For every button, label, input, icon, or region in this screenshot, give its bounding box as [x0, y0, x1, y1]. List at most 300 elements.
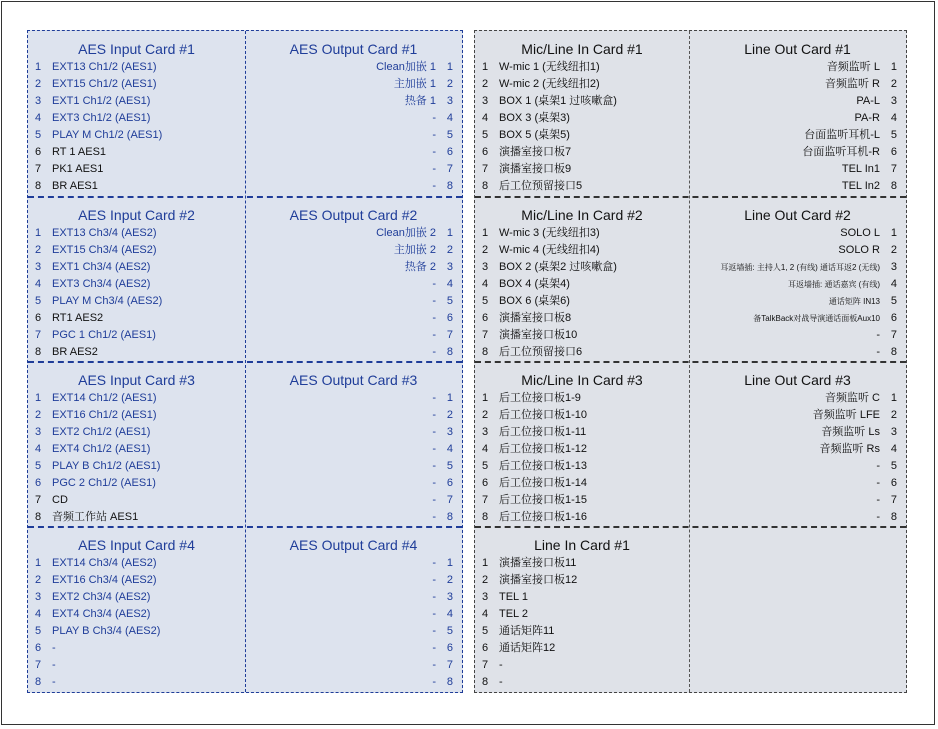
- channel-row: [475, 110, 689, 127]
- channel-row: [689, 407, 906, 424]
- channel-number: 8: [890, 180, 897, 192]
- channel-number: 2: [446, 409, 453, 421]
- channel-row: [28, 242, 245, 259]
- channel-row: [689, 259, 906, 276]
- channel-label: EXT16 Ch1/2 (AES1): [52, 409, 157, 421]
- channel-row: [245, 144, 462, 161]
- channel-row: [28, 178, 245, 195]
- card-title: AES Input Card #4: [78, 537, 195, 553]
- channel-number: 3: [890, 426, 897, 438]
- channel-row: [475, 59, 689, 76]
- channel-number: 4: [446, 278, 453, 290]
- channel-label: 主加嵌 1: [393, 78, 436, 90]
- channel-number: 3: [482, 426, 489, 438]
- channel-number: 3: [446, 426, 453, 438]
- channel-row: [475, 390, 689, 407]
- aes-output-card-4-card: [245, 527, 462, 693]
- channel-number: 7: [482, 659, 489, 671]
- channel-number: 4: [890, 112, 897, 124]
- channel-label: 耳返墙插: 主持人1, 2 (有线) 通话耳返2 (无线): [720, 263, 880, 272]
- channel-number: 3: [890, 261, 897, 273]
- channel-number: 1: [482, 557, 489, 569]
- channel-number: 7: [35, 659, 42, 671]
- channel-row: [689, 93, 906, 110]
- channel-row: [689, 293, 906, 310]
- channel-row: [28, 572, 245, 589]
- channel-row: [475, 225, 689, 242]
- channel-row: [689, 327, 906, 344]
- channel-label: -: [432, 146, 436, 158]
- channel-row: [28, 293, 245, 310]
- channel-label: 演播室接口板9: [499, 163, 572, 175]
- channel-label: 台面监听耳机-L: [804, 129, 880, 141]
- channel-list: [28, 555, 245, 691]
- channel-number: 2: [890, 244, 897, 256]
- channel-row: [689, 242, 906, 259]
- card-title: Line In Card #1: [534, 537, 630, 553]
- channel-row: [28, 144, 245, 161]
- channel-label: -: [432, 112, 436, 124]
- channel-number: 1: [482, 392, 489, 404]
- channel-number: 2: [35, 574, 42, 586]
- channel-row: [245, 242, 462, 259]
- channel-row: [245, 161, 462, 178]
- channel-label: BR AES1: [52, 180, 98, 192]
- channel-label: -: [432, 409, 436, 421]
- channel-row: [689, 509, 906, 526]
- card-title: Mic/Line In Card #2: [521, 207, 643, 223]
- channel-number: 5: [890, 295, 897, 307]
- channel-number: 8: [35, 180, 42, 192]
- channel-number: 8: [482, 511, 489, 523]
- channel-number: 2: [35, 244, 42, 256]
- channel-row: [245, 59, 462, 76]
- channel-label: 演播室接口板12: [499, 574, 578, 586]
- channel-label: PGC 1 Ch1/2 (AES1): [52, 329, 156, 341]
- line-out-card-2-card: [689, 197, 906, 363]
- channel-label: PLAY M Ch1/2 (AES1): [52, 129, 163, 141]
- channel-number: 2: [890, 78, 897, 90]
- channel-number: 8: [446, 346, 453, 358]
- card-title: AES Output Card #4: [289, 537, 418, 553]
- channel-label: 音频监听 LFE: [812, 409, 880, 421]
- channel-number: 8: [890, 346, 897, 358]
- channel-label: 音频监听 L: [826, 61, 880, 73]
- channel-label: EXT14 Ch3/4 (AES2): [52, 557, 157, 569]
- channel-number: 2: [446, 574, 453, 586]
- channel-label: EXT1 Ch1/2 (AES1): [52, 95, 151, 107]
- channel-number: 1: [446, 392, 453, 404]
- channel-number: 3: [446, 261, 453, 273]
- channel-number: 8: [446, 180, 453, 192]
- channel-label: 热备 1: [404, 95, 436, 107]
- channel-row: [245, 492, 462, 509]
- card-title: Line Out Card #3: [744, 372, 851, 388]
- channel-number: 4: [890, 443, 897, 455]
- channel-number: 2: [890, 409, 897, 421]
- channel-row: [28, 327, 245, 344]
- card-title: Mic/Line In Card #3: [521, 372, 643, 388]
- channel-row: [475, 555, 689, 572]
- channel-label: BOX 5 (桌架5): [499, 129, 570, 141]
- channel-row: [475, 407, 689, 424]
- channel-label: 后工位接口板1-13: [499, 460, 588, 472]
- channel-label: 通话矩阵12: [499, 642, 556, 654]
- channel-row: [245, 475, 462, 492]
- channel-number: 7: [35, 163, 42, 175]
- channel-number: 7: [446, 329, 453, 341]
- channel-number: 6: [446, 146, 453, 158]
- channel-number: 5: [35, 625, 42, 637]
- card-row-1: [475, 31, 906, 197]
- channel-number: 4: [890, 278, 897, 290]
- channel-number: 7: [35, 494, 42, 506]
- channel-row: [475, 93, 689, 110]
- channel-number: 6: [35, 146, 42, 158]
- channel-row: [245, 293, 462, 310]
- channel-number: 4: [446, 112, 453, 124]
- channel-label: -: [52, 659, 56, 671]
- channel-label: -: [432, 180, 436, 192]
- channel-row: [28, 657, 245, 674]
- channel-label: BOX 4 (桌架4): [499, 278, 570, 290]
- channel-label: 音频监听 R: [825, 78, 880, 90]
- channel-label: 热备 2: [404, 261, 436, 273]
- channel-number: 6: [35, 642, 42, 654]
- channel-label: -: [432, 129, 436, 141]
- channel-number: 6: [35, 312, 42, 324]
- channel-row: [28, 407, 245, 424]
- channel-row: [245, 589, 462, 606]
- channel-label: BOX 1 (桌架1 过咳嗽盒): [499, 95, 617, 107]
- aes-output-card-2-card: [245, 197, 462, 363]
- channel-label: PA-R: [854, 112, 880, 124]
- card-row-separator: [475, 526, 906, 528]
- channel-label: -: [876, 494, 880, 506]
- channel-label: W-mic 1 (无线纽扣1): [499, 61, 600, 73]
- channel-number: 5: [446, 129, 453, 141]
- channel-number: 7: [482, 494, 489, 506]
- channel-number: 3: [482, 591, 489, 603]
- channel-number: 6: [482, 312, 489, 324]
- channel-label: -: [499, 676, 503, 688]
- channel-row: [28, 161, 245, 178]
- channel-number: 4: [482, 443, 489, 455]
- channel-number: 1: [446, 557, 453, 569]
- channel-number: 7: [890, 329, 897, 341]
- channel-number: 1: [890, 61, 897, 73]
- channel-number: 8: [890, 511, 897, 523]
- channel-label: -: [432, 625, 436, 637]
- channel-number: 3: [482, 95, 489, 107]
- analog-cards-panel: [474, 30, 907, 693]
- line-out-card-1-card: [689, 31, 906, 197]
- channel-row: [475, 310, 689, 327]
- channel-number: 8: [482, 180, 489, 192]
- channel-label: EXT4 Ch1/2 (AES1): [52, 443, 151, 455]
- channel-number: 8: [446, 676, 453, 688]
- channel-row: [28, 589, 245, 606]
- channel-label: 音频监听 Rs: [819, 443, 880, 455]
- channel-label: 后工位接口板1-16: [499, 511, 588, 523]
- channel-row: [28, 110, 245, 127]
- channel-label: TEL 1: [499, 591, 528, 603]
- channel-row: [475, 640, 689, 657]
- channel-number: 7: [890, 163, 897, 175]
- channel-number: 2: [482, 574, 489, 586]
- channel-number: 1: [35, 61, 42, 73]
- channel-row: [28, 93, 245, 110]
- card-title: AES Output Card #1: [289, 41, 418, 57]
- channel-label: 后工位接口板1-12: [499, 443, 588, 455]
- channel-label: PA-L: [856, 95, 880, 107]
- channel-label: -: [432, 278, 436, 290]
- channel-number: 5: [35, 129, 42, 141]
- channel-label: -: [432, 608, 436, 620]
- channel-row: [475, 589, 689, 606]
- channel-number: 6: [446, 642, 453, 654]
- channel-label: 后工位接口板1-15: [499, 494, 588, 506]
- channel-row: [28, 390, 245, 407]
- channel-row: [689, 344, 906, 361]
- channel-row: [28, 606, 245, 623]
- channel-label: 音频监听 Ls: [821, 426, 880, 438]
- channel-label: -: [432, 642, 436, 654]
- channel-row: [245, 310, 462, 327]
- channel-row: [689, 310, 906, 327]
- channel-label: 后工位预留接口6: [499, 346, 583, 358]
- channel-list: [475, 390, 689, 526]
- channel-number: 3: [35, 591, 42, 603]
- aes-cards-panel: [27, 30, 463, 693]
- channel-row: [475, 424, 689, 441]
- channel-number: 8: [35, 676, 42, 688]
- channel-number: 3: [35, 95, 42, 107]
- channel-row: [689, 441, 906, 458]
- card-title: AES Input Card #2: [78, 207, 195, 223]
- channel-row: [475, 344, 689, 361]
- channel-label: -: [432, 557, 436, 569]
- channel-row: [475, 475, 689, 492]
- channel-label: BOX 2 (桌架2 过咳嗽盒): [499, 261, 617, 273]
- channel-label: -: [876, 329, 880, 341]
- channel-number: 8: [482, 676, 489, 688]
- channel-label: -: [432, 443, 436, 455]
- channel-label: Clean加嵌 1: [376, 61, 436, 73]
- channel-number: 4: [35, 608, 42, 620]
- channel-row: [475, 161, 689, 178]
- channel-number: 3: [35, 426, 42, 438]
- channel-number: 5: [482, 295, 489, 307]
- card-row-3: [475, 362, 906, 528]
- channel-row: [689, 390, 906, 407]
- channel-row: [28, 127, 245, 144]
- channel-label: EXT2 Ch1/2 (AES1): [52, 426, 151, 438]
- channel-row: [28, 225, 245, 242]
- channel-row: [28, 674, 245, 691]
- channel-label: 备TalkBack对战导演通话面板Aux10: [753, 314, 880, 323]
- channel-row: [689, 110, 906, 127]
- channel-label: PLAY B Ch1/2 (AES1): [52, 460, 161, 472]
- channel-row: [245, 93, 462, 110]
- channel-row: [689, 144, 906, 161]
- channel-row: [245, 674, 462, 691]
- channel-row: [689, 475, 906, 492]
- channel-label: W-mic 2 (无线纽扣2): [499, 78, 600, 90]
- channel-row: [689, 127, 906, 144]
- channel-row: [475, 572, 689, 589]
- channel-number: 8: [446, 511, 453, 523]
- channel-row: [28, 441, 245, 458]
- channel-label: -: [432, 460, 436, 472]
- card-title: Line Out Card #2: [744, 207, 851, 223]
- channel-row: [475, 242, 689, 259]
- channel-label: EXT3 Ch3/4 (AES2): [52, 278, 151, 290]
- card-title: AES Output Card #3: [289, 372, 418, 388]
- channel-number: 1: [35, 392, 42, 404]
- channel-label: BOX 6 (桌架6): [499, 295, 570, 307]
- channel-label: -: [52, 642, 56, 654]
- channel-number: 4: [35, 112, 42, 124]
- card-row-4: [28, 527, 462, 693]
- channel-number: 1: [890, 392, 897, 404]
- channel-number: 2: [35, 78, 42, 90]
- channel-number: 4: [482, 112, 489, 124]
- channel-number: 4: [482, 278, 489, 290]
- channel-row: [245, 606, 462, 623]
- channel-label: 后工位接口板1-10: [499, 409, 588, 421]
- channel-list: [28, 390, 245, 526]
- channel-number: 3: [35, 261, 42, 273]
- channel-number: 5: [482, 625, 489, 637]
- channel-row: [28, 310, 245, 327]
- channel-label: PGC 2 Ch1/2 (AES1): [52, 477, 156, 489]
- channel-number: 1: [482, 227, 489, 239]
- channel-row: [689, 225, 906, 242]
- channel-label: PK1 AES1: [52, 163, 104, 175]
- channel-number: 2: [35, 409, 42, 421]
- channel-label: BR AES2: [52, 346, 98, 358]
- channel-row: [689, 178, 906, 195]
- channel-label: 台面监听耳机-R: [802, 146, 880, 158]
- channel-label: -: [432, 392, 436, 404]
- channel-row: [28, 458, 245, 475]
- channel-number: 6: [35, 477, 42, 489]
- channel-row: [28, 259, 245, 276]
- channel-list: [475, 59, 689, 195]
- channel-label: -: [432, 511, 436, 523]
- channel-number: 2: [482, 409, 489, 421]
- channel-label: -: [432, 659, 436, 671]
- channel-row: [28, 555, 245, 572]
- card-row-separator: [28, 361, 462, 363]
- channel-label: EXT13 Ch3/4 (AES2): [52, 227, 157, 239]
- channel-row: [245, 407, 462, 424]
- channel-list: [28, 59, 245, 195]
- channel-label: -: [499, 659, 503, 671]
- channel-row: [475, 327, 689, 344]
- channel-number: 2: [482, 78, 489, 90]
- channel-label: 耳返墙插: 通话嘉宾 (有线): [788, 280, 880, 289]
- channel-row: [28, 492, 245, 509]
- channel-number: 3: [446, 591, 453, 603]
- channel-label: W-mic 4 (无线纽扣4): [499, 244, 600, 256]
- channel-number: 1: [482, 61, 489, 73]
- channel-list: [689, 59, 906, 195]
- channel-number: 5: [35, 460, 42, 472]
- channel-row: [475, 259, 689, 276]
- channel-number: 6: [446, 477, 453, 489]
- channel-list: [689, 225, 906, 361]
- channel-number: 7: [446, 494, 453, 506]
- channel-row: [689, 276, 906, 293]
- channel-row: [28, 623, 245, 640]
- channel-label: -: [876, 460, 880, 472]
- channel-label: 后工位预留接口5: [499, 180, 583, 192]
- channel-label: -: [52, 676, 56, 688]
- channel-number: 7: [482, 163, 489, 175]
- channel-label: W-mic 3 (无线纽扣3): [499, 227, 600, 239]
- channel-number: 5: [446, 295, 453, 307]
- channel-label: 后工位接口板1-11: [499, 426, 587, 438]
- channel-row: [28, 475, 245, 492]
- channel-row: [689, 76, 906, 93]
- channel-label: -: [432, 591, 436, 603]
- card-row-3: [28, 362, 462, 528]
- channel-list: [28, 225, 245, 361]
- channel-row: [245, 127, 462, 144]
- channel-number: 2: [446, 244, 453, 256]
- channel-number: 1: [446, 61, 453, 73]
- channel-row: [28, 76, 245, 93]
- channel-label: SOLO R: [838, 244, 880, 256]
- channel-number: 1: [890, 227, 897, 239]
- channel-number: 2: [446, 78, 453, 90]
- card-row-separator: [28, 526, 462, 528]
- channel-label: EXT16 Ch3/4 (AES2): [52, 574, 157, 586]
- channel-number: 5: [890, 460, 897, 472]
- aes-output-card-3-card: [245, 362, 462, 528]
- channel-label: -: [432, 574, 436, 586]
- channel-number: 7: [446, 163, 453, 175]
- channel-label: -: [432, 477, 436, 489]
- channel-label: EXT15 Ch1/2 (AES1): [52, 78, 157, 90]
- channel-label: -: [432, 329, 436, 341]
- channel-label: TEL 2: [499, 608, 528, 620]
- channel-number: 6: [890, 146, 897, 158]
- channel-row: [475, 509, 689, 526]
- channel-label: EXT2 Ch3/4 (AES2): [52, 591, 151, 603]
- channel-row: [475, 606, 689, 623]
- channel-label: EXT15 Ch3/4 (AES2): [52, 244, 157, 256]
- channel-number: 6: [482, 146, 489, 158]
- channel-number: 2: [482, 244, 489, 256]
- channel-row: [28, 276, 245, 293]
- channel-label: TEL In2: [841, 180, 880, 192]
- channel-row: [245, 178, 462, 195]
- card-title: AES Input Card #3: [78, 372, 195, 388]
- channel-number: 4: [446, 608, 453, 620]
- channel-row: [475, 127, 689, 144]
- channel-label: -: [432, 676, 436, 688]
- channel-list: [475, 225, 689, 361]
- channel-number: 8: [35, 511, 42, 523]
- channel-row: [475, 293, 689, 310]
- channel-row: [475, 674, 689, 691]
- card-row-separator: [475, 196, 906, 198]
- channel-row: [475, 76, 689, 93]
- channel-label: -: [432, 426, 436, 438]
